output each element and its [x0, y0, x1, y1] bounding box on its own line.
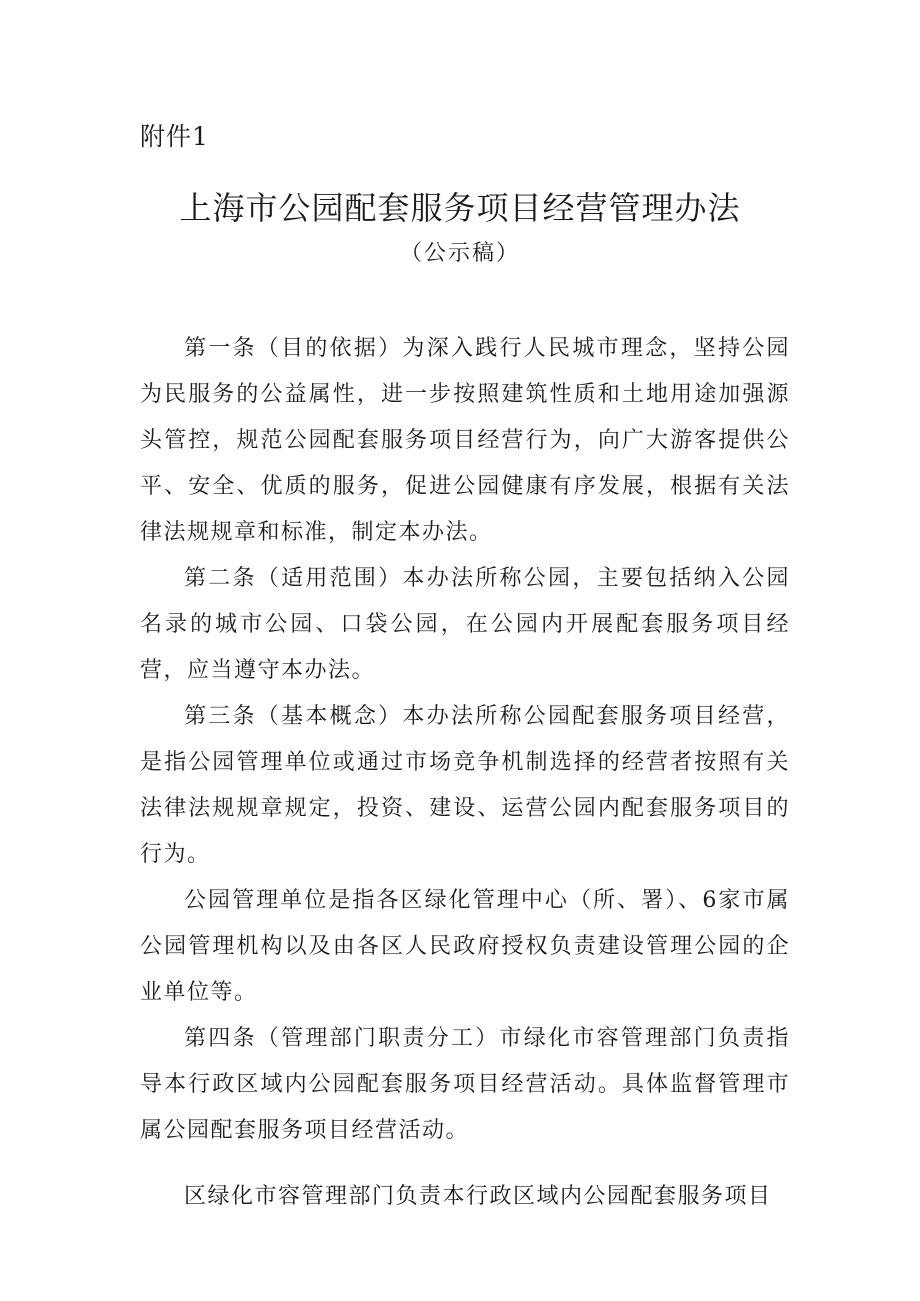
paragraph-article-1: 第一条（目的依据）为深入践行人民城市理念，坚持公园为民服务的公益属性，进一步按照建筑性质和土地用途加强源头管控，规范公园配套服务项目经营行为，向广大游客提供公平、安全、优质的服务，促进公园健康有序发展，根据有关法律法规规章和标准，制定本办法。: [140, 336, 790, 545]
paragraph-article-3: 第三条（基本概念）本办法所称公园配套服务项目经营，是指公园管理单位或通过市场竞争机制选择的经营者按照有关法律法规规章规定，投资、建设、运营公园内配套服务项目的行为。: [140, 704, 790, 867]
paragraph-article-4: 第四条（管理部门职责分工）市绿化市容管理部门负责指导本行政区域内公园配套服务项目经营活动。具体监督管理市属公园配套服务项目经营活动。: [140, 1026, 790, 1143]
document-title: 上海市公园配套服务项目经营管理办法: [179, 189, 741, 227]
attachment-label: 附件1: [140, 122, 209, 151]
paragraph-article-2: 第二条（适用范围）本办法所称公园，主要包括纳入公园名录的城市公园、口袋公园，在公园内开展配套服务项目经营，应当遵守本办法。: [140, 566, 790, 683]
paragraph-article-3-definition: 公园管理单位是指各区绿化管理中心（所、署）、6家市属公园管理机构以及由各区人民政府授权负责建设管理公园的企业单位等。: [140, 888, 790, 1005]
document-body: [140, 326, 790, 1220]
document-subtitle: （公示稿）: [399, 241, 520, 266]
paragraph-article-4-district: 区绿化市容管理部门负责本行政区域内公园配套服务项目: [184, 1184, 772, 1209]
